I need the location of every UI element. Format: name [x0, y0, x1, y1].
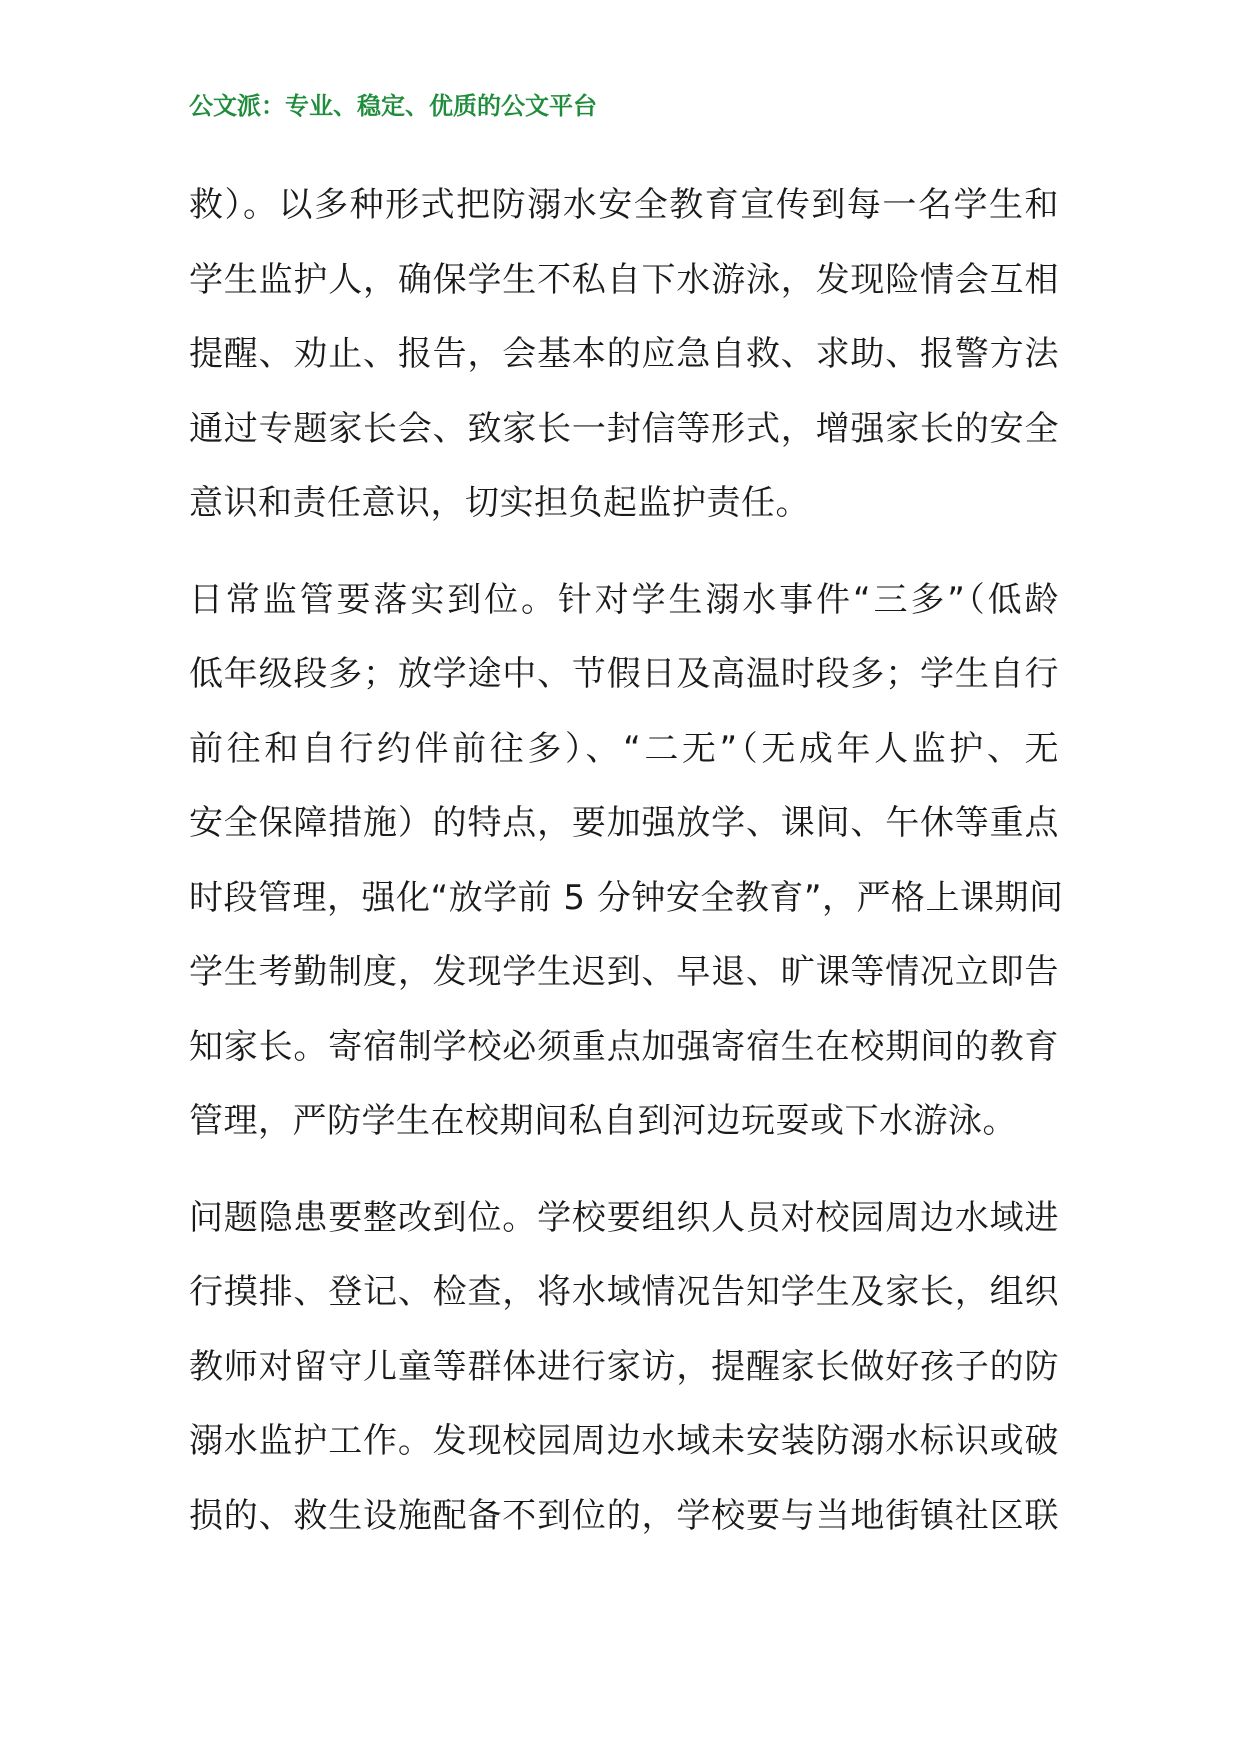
text-line: 提醒、劝止、报告，会基本的应急自救、求助、报警方法: [189, 334, 1059, 374]
text-line: 前往和自行约伴前往多）、“二无”（无成年人监护、无: [189, 728, 1059, 769]
text-line: 教师对留守儿童等群体进行家访，提醒家长做好孩子的防: [189, 1346, 1059, 1387]
text-line: 管理，严防学生在校期间私自到河边玩耍或下水游泳。: [189, 1101, 1017, 1141]
text-line: 安全保障措施）的特点，要加强放学、课间、午休等重点: [189, 803, 1059, 843]
page-header: 公文派：专业、稳定、优质的公文平台: [189, 92, 597, 120]
text-line: 学生考勤制度，发现学生迟到、早退、旷课等情况立即告: [189, 952, 1059, 992]
text-line: 溺水监护工作。发现校园周边水域未安装防溺水标识或破: [189, 1421, 1059, 1461]
text-line: 行摸排、登记、检查，将水域情况告知学生及家长，组织: [189, 1272, 1059, 1312]
text-line: 损的、救生设施配备不到位的，学校要与当地街镇社区联: [189, 1495, 1059, 1536]
text-line: 问题隐患要整改到位。学校要组织人员对校园周边水域进: [189, 1197, 1059, 1238]
text-line: 救）。以多种形式把防溺水安全教育宣传到每一名学生和: [189, 185, 1059, 225]
paragraph-3: [189, 1181, 1059, 1554]
text-line: 意识和责任意识，切实担负起监护责任。: [189, 483, 810, 523]
paragraph-1: [189, 168, 1059, 541]
text-line: 低年级段多；放学途中、节假日及高温时段多；学生自行: [189, 654, 1059, 694]
text-line: 时段管理，强化“放学前 5 分钟安全教育”，严格上课期间: [189, 877, 1064, 918]
paragraph-2: [189, 563, 1064, 1159]
text-line: 学生监护人，确保学生不私自下水游泳，发现险情会互相: [189, 259, 1059, 300]
text-line: 日常监管要落实到位。针对学生溺水事件“三多”（低龄: [189, 579, 1059, 620]
text-line: 通过专题家长会、致家长一封信等形式，增强家长的安全: [189, 408, 1059, 449]
text-line: 知家长。寄宿制学校必须重点加强寄宿生在校期间的教育: [189, 1026, 1059, 1067]
document-body: [189, 168, 1064, 1575]
